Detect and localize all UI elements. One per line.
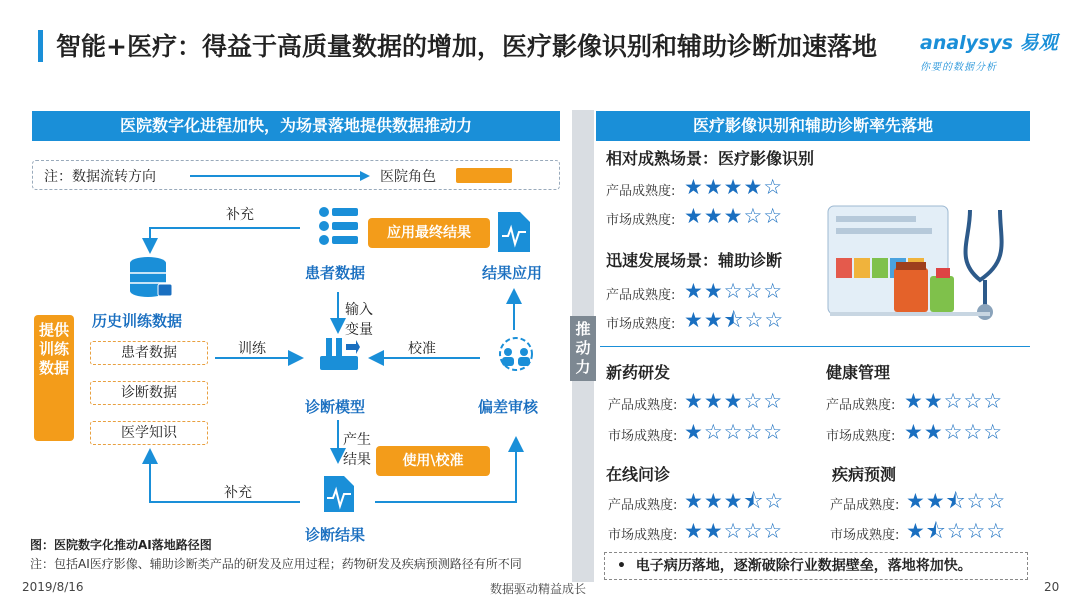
stars-health-product: ★★☆☆☆ <box>904 389 1004 413</box>
medical-illustration <box>820 200 1030 332</box>
stars-imaging-market: ★★★☆☆ <box>684 204 784 228</box>
scenario-medical-imaging-title: 相对成熟场景：医疗影像识别 <box>606 149 815 168</box>
patient-list-icon <box>318 206 360 246</box>
logo-slogan: 你要的数据分析 <box>920 62 997 73</box>
market-maturity-label: 市场成熟度: <box>608 528 678 543</box>
stars-drug-market: ★☆☆☆☆ <box>684 420 784 444</box>
chip-patient-data: 患者数据 <box>90 341 208 365</box>
edge-label-train: 训练 <box>238 341 266 357</box>
figure-caption: 图：医院数字化推动AI落地路径图 <box>30 538 212 552</box>
document-pulse-icon <box>496 210 532 254</box>
conclusion-text: 电子病历落地，逐渐破除行业数据壁垒，落地将加快。 <box>635 558 972 574</box>
footer-date: 2019/8/16 <box>22 580 84 594</box>
node-bias-review: 偏差审核 <box>478 398 539 416</box>
chip-diagnosis-data: 诊断数据 <box>90 381 208 405</box>
page-number: 20 <box>1044 580 1060 594</box>
node-diagnosis-model: 诊断模型 <box>305 398 366 416</box>
stars-drug-product: ★★★☆☆ <box>684 389 784 413</box>
edge-label-supplement-bottom: 补充 <box>224 485 252 501</box>
brand-logo <box>920 28 1070 74</box>
legend-role-label: 医院角色 <box>380 169 436 185</box>
database-lock-icon <box>128 256 174 300</box>
figure-note: 注：包括AI医疗影像、辅助诊断类产品的研发及应用过程；药物研发及疾病预测路径有所不同 <box>30 557 522 571</box>
product-maturity-label: 产品成熟度: <box>606 288 676 303</box>
stars-imaging-product: ★★★★☆ <box>684 175 784 199</box>
stars-online-market: ★★☆☆☆ <box>684 519 784 543</box>
edge-label-input: 输入变量 <box>345 302 373 338</box>
tag-apply-final-result: 应用最终结果 <box>368 218 490 248</box>
node-result-application: 结果应用 <box>482 264 543 282</box>
tag-use-calibrate: 使用\校准 <box>376 446 490 476</box>
market-maturity-label: 市场成熟度: <box>606 317 676 332</box>
stars-diagnosis-product: ★★☆☆☆ <box>684 279 784 303</box>
edge-label-calibrate: 校准 <box>408 341 436 357</box>
scenario-health-mgmt-title: 健康管理 <box>826 363 891 382</box>
diagnosis-doc-icon <box>322 474 356 514</box>
push-force-label: 推动力 <box>570 316 596 381</box>
node-patient-data: 患者数据 <box>305 264 366 282</box>
product-maturity-label: 产品成熟度: <box>608 398 678 413</box>
scenario-drug-rd-title: 新药研发 <box>606 363 671 382</box>
bullet-dot: • <box>617 558 636 574</box>
conclusion-box <box>604 552 1028 580</box>
stars-predict-product: ★★⯪☆☆ <box>906 489 1007 513</box>
scenario-disease-predict-title: 疾病预测 <box>832 465 897 484</box>
provide-training-data-tag: 提供训练数据 <box>34 315 74 441</box>
legend-flow-label: 注：数据流转方向 <box>44 169 156 185</box>
node-diagnosis-result: 诊断结果 <box>305 526 366 544</box>
market-maturity-label: 市场成熟度: <box>826 429 896 444</box>
page-title: 智能+医疗：得益于高质量数据的增加，医疗影像识别和辅助诊断加速落地 <box>56 32 877 61</box>
market-maturity-label: 市场成熟度: <box>830 528 900 543</box>
footer-slogan: 数据驱动精益成长 <box>490 582 587 596</box>
product-maturity-label: 产品成熟度: <box>608 498 678 513</box>
stars-diagnosis-market: ★★⯪☆☆ <box>684 308 785 332</box>
right-section-header: 医疗影像识别和辅助诊断率先落地 <box>596 111 1030 141</box>
product-maturity-label: 产品成熟度: <box>606 184 676 199</box>
market-maturity-label: 市场成熟度: <box>608 429 678 444</box>
left-section-header: 医院数字化进程加快，为场景落地提供数据推动力 <box>32 111 560 141</box>
chip-medical-knowledge: 医学知识 <box>90 421 208 445</box>
node-history-training-data: 历史训练数据 <box>92 312 183 330</box>
section-divider-line <box>600 346 1030 347</box>
logo-text: analysys 易观 <box>920 32 1058 54</box>
scenario-assisted-diagnosis-title: 迅速发展场景：辅助诊断 <box>606 251 783 270</box>
product-maturity-label: 产品成熟度: <box>826 398 896 413</box>
stars-online-product: ★★★⯪☆ <box>684 489 785 513</box>
stars-predict-market: ★⯪☆☆☆ <box>906 519 1007 543</box>
stars-health-market: ★★☆☆☆ <box>904 420 1004 444</box>
product-maturity-label: 产品成熟度: <box>830 498 900 513</box>
edge-label-supplement-top: 补充 <box>226 207 254 223</box>
edge-label-produce: 产生结果 <box>343 432 371 468</box>
market-maturity-label: 市场成熟度: <box>606 213 676 228</box>
team-review-icon <box>494 336 538 376</box>
model-factory-icon <box>318 336 360 372</box>
scenario-online-consult-title: 在线问诊 <box>606 465 671 484</box>
